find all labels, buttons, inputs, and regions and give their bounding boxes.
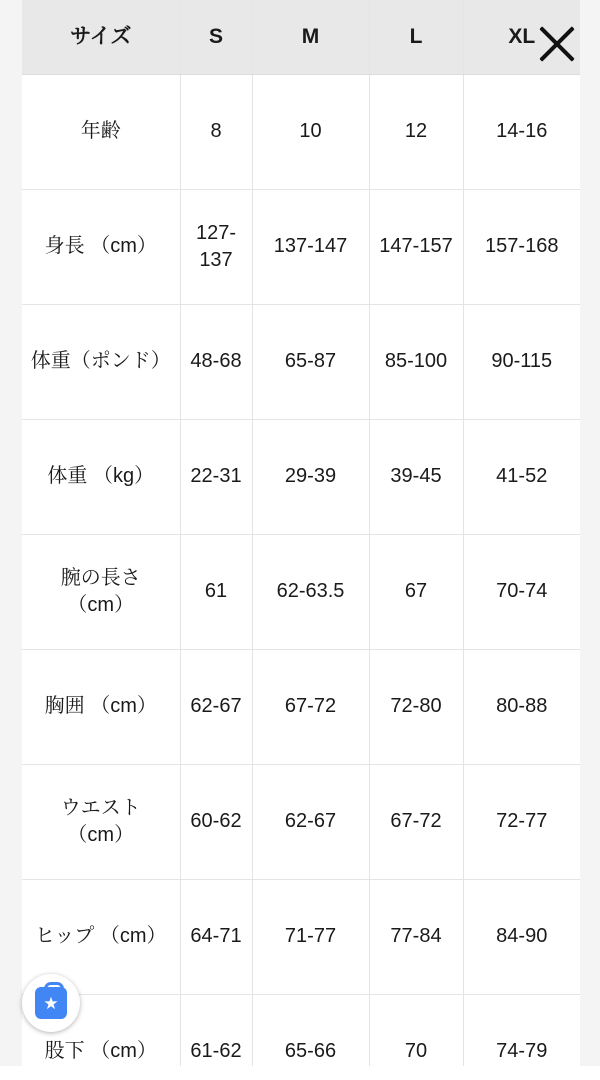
cell-m: 10	[252, 74, 369, 189]
row-label: 身長 （cm）	[22, 189, 180, 304]
table-header-row	[22, 0, 580, 74]
size-table	[22, 0, 580, 1080]
cell-m: 65-66	[252, 994, 369, 1080]
cell-xl: 157-168	[463, 189, 580, 304]
cell-s: 22-31	[180, 419, 252, 534]
cell-m: 62-67	[252, 764, 369, 879]
table-row	[22, 879, 580, 994]
table-row	[22, 189, 580, 304]
cell-s: 61	[180, 534, 252, 649]
cell-l: 147-157	[369, 189, 463, 304]
row-label: 体重（ポンド）	[22, 304, 180, 419]
table-row	[22, 419, 580, 534]
table-row	[22, 74, 580, 189]
column-header-size: サイズ	[22, 0, 180, 74]
cell-m: 62-63.5	[252, 534, 369, 649]
cell-s: 60-62	[180, 764, 252, 879]
cell-m: 67-72	[252, 649, 369, 764]
cell-xl: 80-88	[463, 649, 580, 764]
cell-l: 85-100	[369, 304, 463, 419]
close-icon[interactable]	[532, 18, 582, 68]
cell-xl: 90-115	[463, 304, 580, 419]
cell-l: 70	[369, 994, 463, 1080]
cell-s: 64-71	[180, 879, 252, 994]
table-row	[22, 764, 580, 879]
cell-s: 127-137	[180, 189, 252, 304]
cell-m: 29-39	[252, 419, 369, 534]
cell-xl: 41-52	[463, 419, 580, 534]
column-header-m: M	[252, 0, 369, 74]
row-label: 股下 （cm）	[22, 994, 180, 1080]
cell-m: 71-77	[252, 879, 369, 994]
page-gutter-left	[0, 0, 22, 1080]
size-table-container	[22, 0, 580, 1080]
cell-l: 72-80	[369, 649, 463, 764]
cell-l: 67-72	[369, 764, 463, 879]
cell-l: 39-45	[369, 419, 463, 534]
cell-l: 12	[369, 74, 463, 189]
cell-s: 8	[180, 74, 252, 189]
table-row	[22, 649, 580, 764]
row-label: 年齢	[22, 74, 180, 189]
column-header-s: S	[180, 0, 252, 74]
bottom-strip	[0, 1066, 600, 1080]
column-header-l: L	[369, 0, 463, 74]
table-row	[22, 534, 580, 649]
cell-xl: 70-74	[463, 534, 580, 649]
cell-l: 67	[369, 534, 463, 649]
cell-s: 62-67	[180, 649, 252, 764]
cell-s: 61-62	[180, 994, 252, 1080]
shopping-bag-star-icon[interactable]	[22, 974, 80, 1032]
table-row	[22, 304, 580, 419]
cell-m: 137-147	[252, 189, 369, 304]
column-header-xl: XL	[463, 0, 580, 74]
row-label: ヒップ （cm）	[22, 879, 180, 994]
cell-s: 48-68	[180, 304, 252, 419]
cell-m: 65-87	[252, 304, 369, 419]
cell-xl: 72-77	[463, 764, 580, 879]
page-gutter-right	[580, 0, 600, 1080]
row-label: ウエスト （cm）	[22, 764, 180, 879]
size-table-header	[22, 0, 580, 74]
row-label: 胸囲 （cm）	[22, 649, 180, 764]
shopping-bag-shape	[35, 987, 67, 1019]
row-label: 体重 （kg）	[22, 419, 180, 534]
star-glyph: ★	[43, 993, 59, 1013]
cell-xl: 14-16	[463, 74, 580, 189]
cell-l: 77-84	[369, 879, 463, 994]
cell-xl: 74-79	[463, 994, 580, 1080]
row-label: 腕の長さ （cm）	[22, 534, 180, 649]
size-table-body	[22, 74, 580, 1080]
cell-xl: 84-90	[463, 879, 580, 994]
